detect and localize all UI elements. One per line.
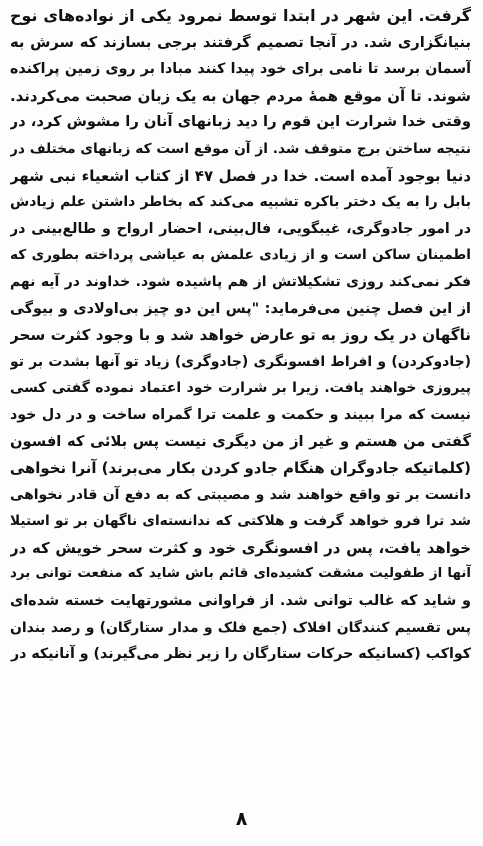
text-line: و شاید که غالب توانی شد. از فراوانی مشورتهایت خسته شده‌ای [10, 593, 471, 610]
text-line: وقتی خدا شرارت این قوم را دید زبانهای آنان را مشوش کرد، در [10, 113, 471, 131]
text-line: دنیا بوجود آمده است. خدا در فصل ۴۷ از کتاب اشعیاء نبی شهر [10, 166, 471, 185]
text-line: (کلماتیکه جادوگران هنگام جادو کردن بکار می‌برند) آنرا نخواهی [10, 459, 471, 478]
text-line: فکر نمی‌کند روزی تشکیلاتش از هم پاشیده شود. خداوند در آیه نهم [10, 273, 471, 290]
page-number: ۸ [235, 808, 248, 830]
text-line: کواکب (کسانیکه حرکات ستارگان را زیر نظر می‌گیرند) و آنانیکه در [10, 646, 471, 663]
text-line: شوند. تا آن موقع همهٔ مردم جهان به یک زبان صحبت می‌کردند. [10, 86, 471, 105]
text-line: در امور جادوگری، غیبگویی، فال‌بینی، احضار ارواح و طالع‌بینی در [10, 220, 471, 237]
text-line: نتیجه ساختن برج متوقف شد. از آن موقع است که زبانهای مختلف در [10, 140, 471, 157]
text-line: بابل را به یک دختر باکره تشبیه می‌کند که بخاطر داشتن علم زیادش [10, 194, 471, 211]
text-line: خواهد یافت، پس در افسونگری خود و کثرت سحر خویش که در [10, 538, 471, 557]
text-line: ناگهان در یک روز به تو عارض خواهد شد و با وجود کثرت سحر [10, 326, 471, 345]
text-line: شد ترا فرو خواهد گرفت و هلاکتی که ندانسته‌ای ناگهان بر تو استیلا [10, 513, 471, 530]
text-line: دانست بر تو واقع خواهند شد و مصیبتی که به دفع آن قادر نخواهی [10, 486, 471, 503]
text-line: گفتی من هستم و غیر از من دیگری نیست پس بلائی که افسون [10, 432, 471, 450]
text-line: از این فصل چنین می‌فرماید: "پس این دو چیز بی‌اولادی و بیوگی [10, 300, 471, 317]
text-line: آنها از طفولیت مشقت کشیده‌ای قائم باش شاید که منفعت توانی برد [10, 566, 471, 582]
text-line: پس تقسیم کنندگان افلاک (جمع فلک و مدار ستارگان) و رصد بندان [10, 619, 471, 636]
text-line: بنیانگزاری شد. در آنجا تصمیم گرفتند برجی بسازند که سرش به [10, 33, 471, 51]
text-line: (جادوکردن) و افراط افسونگری (جادوگری) زیاد تو آنها بشدت بر تو [10, 353, 471, 370]
body-text [10, 3, 471, 668]
text-line: پیروزی خواهند یافت. زیرا بر شرارت خود اعتماد نموده گفتی کسی [10, 380, 471, 397]
text-line: گرفت. این شهر در ابتدا توسط نمرود یکی از نوادەهای نوح [10, 6, 471, 25]
text-line: نیست که مرا ببیند و حکمت و علمت ترا گمراه ساخت و در دل خود [10, 406, 471, 423]
text-line: اطمینان ساکن است و از زیادی علمش به عیاشی پرداخته بطوری که [10, 247, 471, 264]
text-line: آسمان برسد تا نامی برای خود پیدا کنند مبادا بر روی زمین پراکنده [10, 61, 471, 78]
